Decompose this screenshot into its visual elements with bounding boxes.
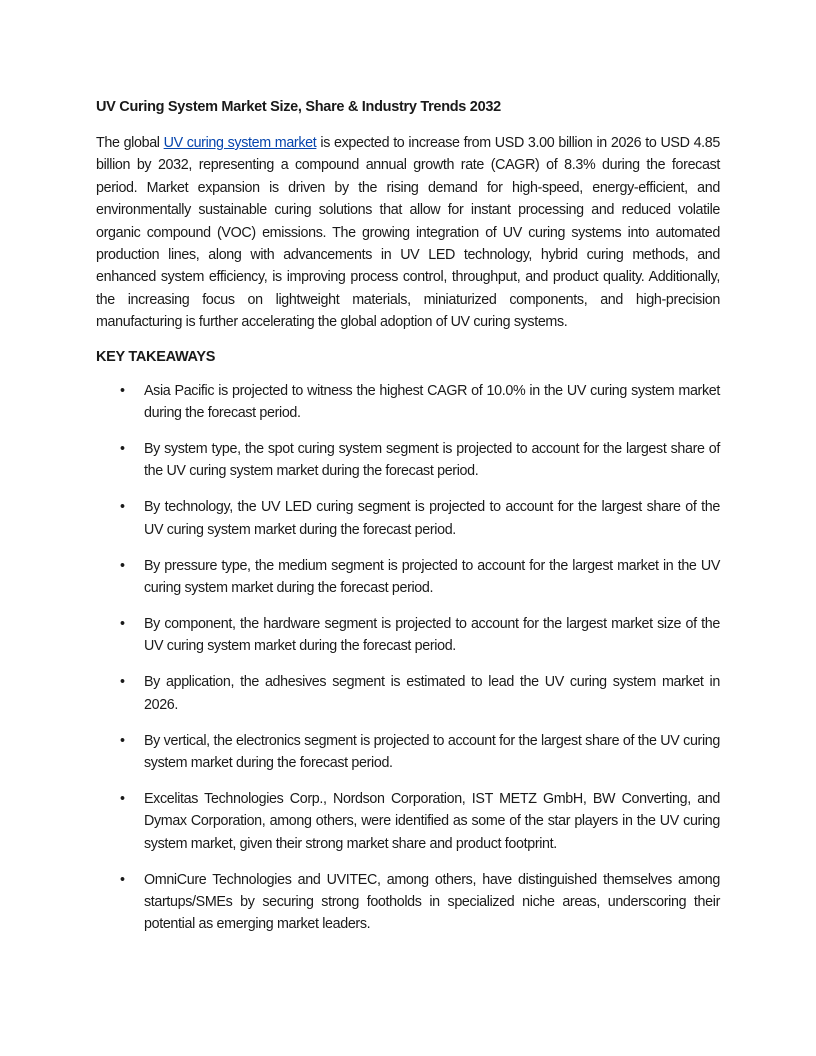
intro-paragraph [96,132,720,334]
list-item [96,788,720,855]
list-item-text: By vertical, the electronics segment is projected to account for the largest share of the UV curing system market during the forecast period. [144,732,720,771]
list-item-text: By pressure type, the medium segment is projected to account for the largest market in the UV curing system market during the forecast period. [144,557,720,596]
bullet-icon: • [120,732,125,749]
intro-text-rest: is expected to increase from USD 3.00 billion in 2026 to USD 4.85 billion by 2032, representing a compound annual growth rate (CAGR) of 8.3% during the forecast period. Market expansion is driven by the rising demand for high-speed, energy-efficient, and environmentally sustainable curing solutions that allow for instant processing and reduced volatile organic compound (VOC) emissions. The growing integration of UV curing systems into automated production lines, along with advancements in UV LED technology, hybrid curing methods, and enhanced system efficiency, is improving process control, throughput, and product quality. Additionally, the increasing focus on lightweight materials, miniaturized components, and high-precision manufacturing is further accelerating the global adoption of UV curing systems. [96,135,721,331]
document-page [96,96,720,949]
list-item-text: Asia Pacific is projected to witness the highest CAGR of 10.0% in the UV curing system market during the forecast period. [144,382,720,422]
list-item [96,496,720,541]
list-item-text: Excelitas Technologies Corp., Nordson Corporation, IST METZ GmbH, BW Converting, and Dymax Corporation, among others, were identified as some of the star players in the UV curing system market, given their strong market share and product footprint. [144,790,720,852]
list-item [96,380,720,425]
list-item [96,555,720,600]
list-item-text: By system type, the spot curing system segment is projected to account for the largest share of the UV curing system market during the forecast period. [144,440,720,480]
list-item [96,438,720,483]
bullet-icon: • [120,557,125,574]
list-item-text: OmniCure Technologies and UVITEC, among others, have distinguished themselves among startups/SMEs by securing strong footholds in specialized niche areas, underscoring their potential as emerging market leaders. [144,871,720,933]
bullet-icon: • [120,382,125,399]
intro-text-start: The global [96,135,164,151]
bullet-icon: • [120,790,125,807]
bullet-icon: • [120,615,125,632]
list-item [96,671,720,716]
key-takeaways-heading: KEY TAKEAWAYS [96,348,216,365]
list-item [96,869,720,936]
market-link[interactable]: UV curing system market [163,135,317,151]
bullet-icon: • [120,674,125,691]
bullet-icon: • [120,499,125,516]
page-title: UV Curing System Market Size, Share & Industry Trends 2032 [96,99,501,115]
key-takeaways-list [96,380,720,936]
list-item [96,730,720,775]
list-item-text: By component, the hardware segment is projected to account for the largest market size of the UV curing system market during the forecast period. [144,615,720,655]
list-item-text: By technology, the UV LED curing segment is projected to account for the largest share of the UV curing system market during the forecast period. [144,499,720,538]
list-item [96,613,720,658]
list-item-text: By application, the adhesives segment is estimated to lead the UV curing system market in 2026. [144,674,720,713]
bullet-icon: • [120,871,125,888]
bullet-icon: • [120,440,125,457]
